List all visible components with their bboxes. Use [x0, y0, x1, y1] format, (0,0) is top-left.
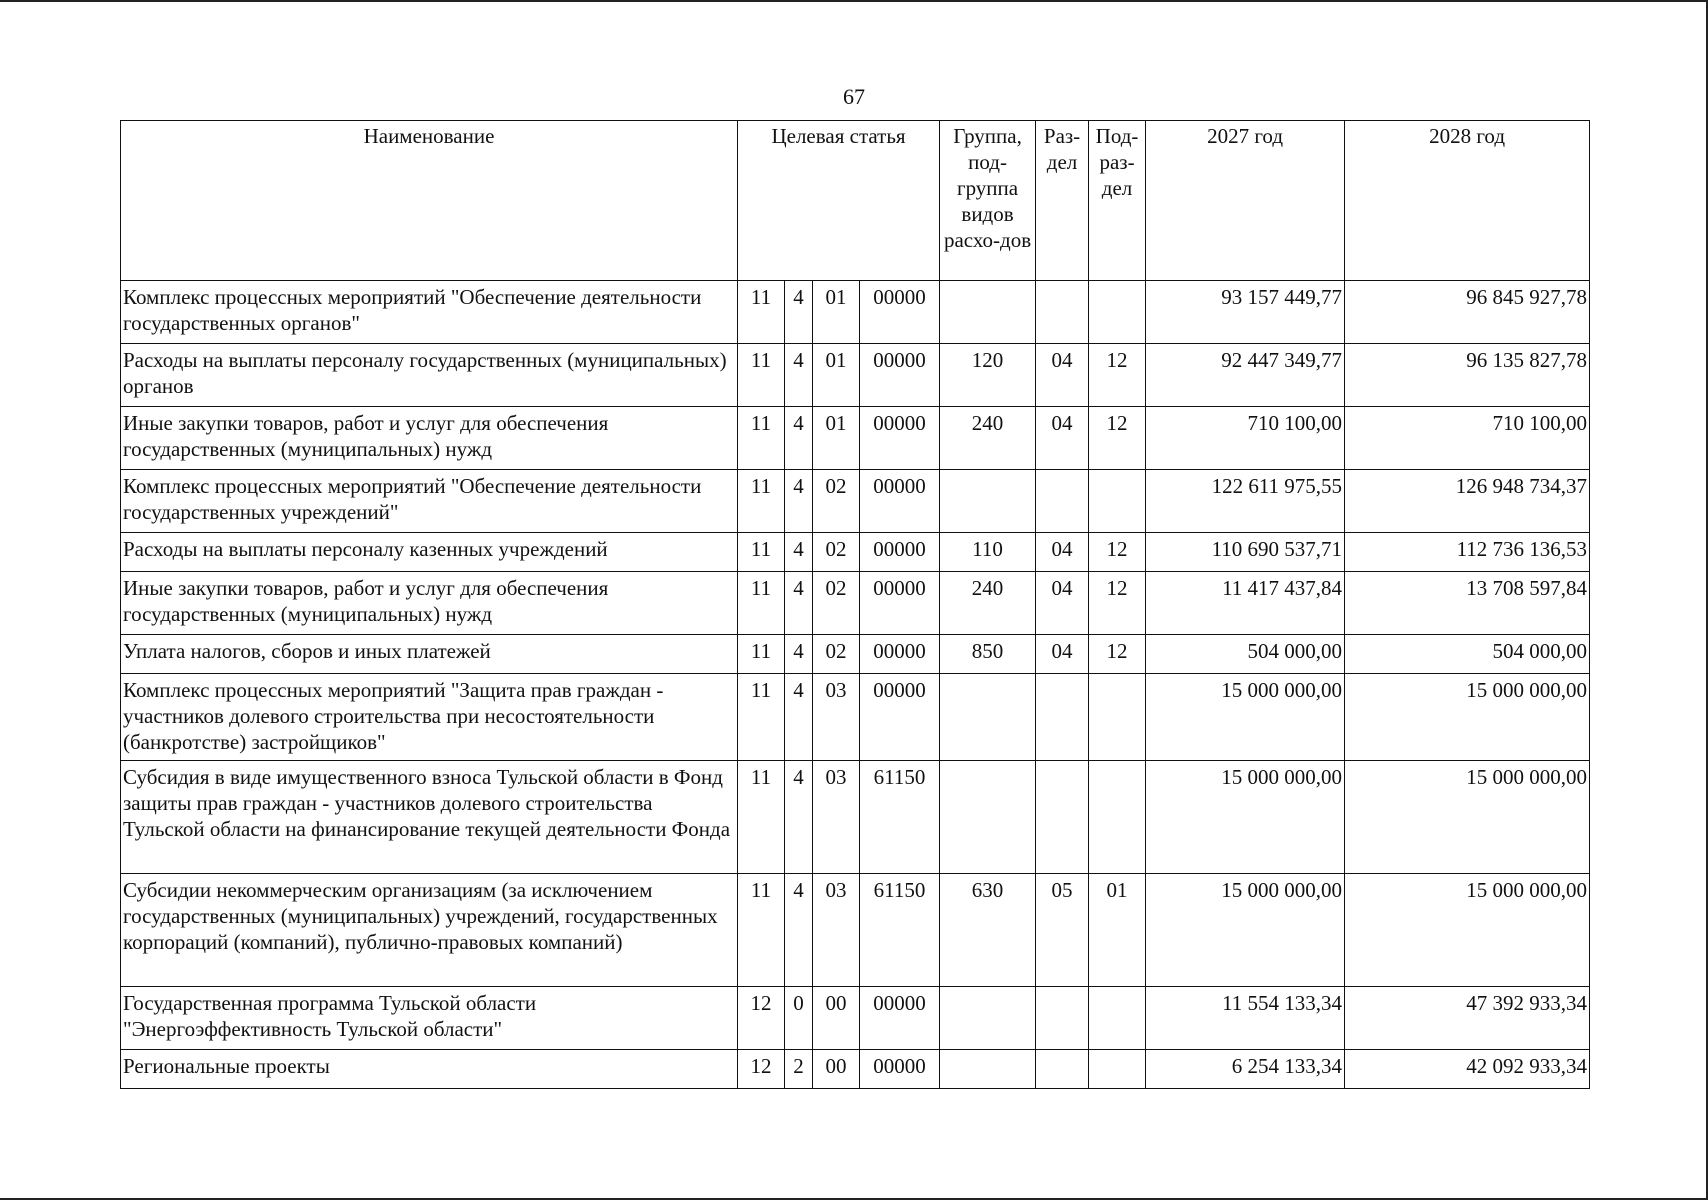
header-section: Раз-дел — [1036, 121, 1089, 281]
header-subsection: Под-раз-дел — [1089, 121, 1146, 281]
amount-2027: 122 611 975,55 — [1146, 470, 1345, 533]
target-code-item: 03 — [813, 674, 860, 761]
subsection — [1089, 281, 1146, 344]
row-name: Комплекс процессных мероприятий "Защита прав граждан - участников долевого строительства при несостоятельности (банкротстве) застройщиков" — [121, 674, 738, 761]
amount-2027: 15 000 000,00 — [1146, 874, 1345, 987]
expense-group — [940, 674, 1036, 761]
table-row — [121, 987, 1590, 1050]
row-name: Комплекс процессных мероприятий "Обеспечение деятельности государственных учреждений" — [121, 470, 738, 533]
amount-2028: 42 092 933,34 — [1345, 1050, 1590, 1089]
target-code-item: 01 — [813, 281, 860, 344]
target-code-direction: 00000 — [860, 281, 940, 344]
target-code-item: 00 — [813, 1050, 860, 1089]
row-name: Иные закупки товаров, работ и услуг для обеспечения государственных (муниципальных) нужд — [121, 407, 738, 470]
section — [1036, 281, 1089, 344]
target-code-direction: 00000 — [860, 987, 940, 1050]
expense-group — [940, 1050, 1036, 1089]
section — [1036, 674, 1089, 761]
target-code-type: 4 — [785, 674, 813, 761]
target-code-item: 00 — [813, 987, 860, 1050]
amount-2028: 710 100,00 — [1345, 407, 1590, 470]
table-row — [121, 635, 1590, 674]
header-row — [121, 121, 1590, 281]
budget-table — [120, 120, 1590, 1089]
target-code-item: 03 — [813, 761, 860, 874]
target-code-program: 12 — [738, 987, 785, 1050]
expense-group: 110 — [940, 533, 1036, 572]
section — [1036, 761, 1089, 874]
expense-group: 630 — [940, 874, 1036, 987]
amount-2028: 13 708 597,84 — [1345, 572, 1590, 635]
header-year-2028: 2028 год — [1345, 121, 1590, 281]
header-expense-group: Группа, под-группа видов расхо-дов — [940, 121, 1036, 281]
target-code-direction: 00000 — [860, 470, 940, 533]
row-name: Расходы на выплаты персоналу казенных учреждений — [121, 533, 738, 572]
section: 05 — [1036, 874, 1089, 987]
table-row — [121, 1050, 1590, 1089]
target-code-direction: 61150 — [860, 761, 940, 874]
target-code-program: 11 — [738, 533, 785, 572]
row-name: Уплата налогов, сборов и иных платежей — [121, 635, 738, 674]
header-target-article: Целевая статья — [738, 121, 940, 281]
target-code-item: 02 — [813, 572, 860, 635]
target-code-direction: 00000 — [860, 407, 940, 470]
target-code-direction: 00000 — [860, 572, 940, 635]
expense-group — [940, 987, 1036, 1050]
target-code-program: 11 — [738, 470, 785, 533]
amount-2027: 11 417 437,84 — [1146, 572, 1345, 635]
target-code-direction: 00000 — [860, 1050, 940, 1089]
target-code-program: 11 — [738, 635, 785, 674]
expense-group — [940, 761, 1036, 874]
amount-2027: 92 447 349,77 — [1146, 344, 1345, 407]
row-name: Расходы на выплаты персоналу государственных (муниципальных) органов — [121, 344, 738, 407]
target-code-type: 4 — [785, 635, 813, 674]
row-name: Государственная программа Тульской области "Энергоэффективность Тульской области" — [121, 987, 738, 1050]
target-code-program: 11 — [738, 281, 785, 344]
page-number: 67 — [843, 84, 865, 109]
table-row — [121, 533, 1590, 572]
expense-group — [940, 470, 1036, 533]
target-code-type: 4 — [785, 281, 813, 344]
amount-2028: 112 736 136,53 — [1345, 533, 1590, 572]
section: 04 — [1036, 407, 1089, 470]
amount-2028: 96 845 927,78 — [1345, 281, 1590, 344]
section — [1036, 470, 1089, 533]
target-code-program: 11 — [738, 572, 785, 635]
target-code-program: 11 — [738, 344, 785, 407]
target-code-direction: 00000 — [860, 344, 940, 407]
amount-2027: 93 157 449,77 — [1146, 281, 1345, 344]
expense-group: 120 — [940, 344, 1036, 407]
amount-2027: 15 000 000,00 — [1146, 674, 1345, 761]
expense-group: 240 — [940, 407, 1036, 470]
target-code-program: 11 — [738, 674, 785, 761]
table-row — [121, 470, 1590, 533]
target-code-type: 4 — [785, 572, 813, 635]
amount-2027: 11 554 133,34 — [1146, 987, 1345, 1050]
subsection: 12 — [1089, 407, 1146, 470]
amount-2028: 15 000 000,00 — [1345, 761, 1590, 874]
target-code-type: 4 — [785, 533, 813, 572]
table-row — [121, 572, 1590, 635]
amount-2028: 504 000,00 — [1345, 635, 1590, 674]
amount-2027: 15 000 000,00 — [1146, 761, 1345, 874]
subsection: 01 — [1089, 874, 1146, 987]
target-code-direction: 00000 — [860, 533, 940, 572]
row-name: Иные закупки товаров, работ и услуг для обеспечения государственных (муниципальных) нужд — [121, 572, 738, 635]
subsection — [1089, 761, 1146, 874]
target-code-item: 01 — [813, 407, 860, 470]
subsection: 12 — [1089, 572, 1146, 635]
subsection — [1089, 674, 1146, 761]
target-code-type: 4 — [785, 344, 813, 407]
target-code-program: 12 — [738, 1050, 785, 1089]
section: 04 — [1036, 635, 1089, 674]
target-code-type: 0 — [785, 987, 813, 1050]
target-code-type: 2 — [785, 1050, 813, 1089]
section — [1036, 987, 1089, 1050]
target-code-item: 02 — [813, 470, 860, 533]
row-name: Комплекс процессных мероприятий "Обеспечение деятельности государственных органов" — [121, 281, 738, 344]
target-code-type: 4 — [785, 407, 813, 470]
table-row — [121, 407, 1590, 470]
table-row — [121, 344, 1590, 407]
amount-2027: 110 690 537,71 — [1146, 533, 1345, 572]
target-code-program: 11 — [738, 761, 785, 874]
target-code-item: 01 — [813, 344, 860, 407]
section: 04 — [1036, 533, 1089, 572]
target-code-type: 4 — [785, 761, 813, 874]
subsection — [1089, 987, 1146, 1050]
subsection: 12 — [1089, 533, 1146, 572]
target-code-program: 11 — [738, 407, 785, 470]
table-body — [121, 281, 1590, 1089]
target-code-type: 4 — [785, 470, 813, 533]
row-name: Субсидии некоммерческим организациям (за исключением государственных (муниципальных) учреждений, государственных корпораций (компаний), публично-правовых компаний) — [121, 874, 738, 987]
table-row — [121, 281, 1590, 344]
target-code-direction: 00000 — [860, 674, 940, 761]
target-code-type: 4 — [785, 874, 813, 987]
header-year-2027: 2027 год — [1146, 121, 1345, 281]
header-name: Наименование — [121, 121, 738, 281]
target-code-item: 02 — [813, 635, 860, 674]
amount-2028: 96 135 827,78 — [1345, 344, 1590, 407]
subsection — [1089, 1050, 1146, 1089]
subsection: 12 — [1089, 635, 1146, 674]
amount-2028: 126 948 734,37 — [1345, 470, 1590, 533]
section: 04 — [1036, 344, 1089, 407]
target-code-program: 11 — [738, 874, 785, 987]
table-row — [121, 674, 1590, 761]
scan-edge-top — [0, 0, 1708, 2]
subsection — [1089, 470, 1146, 533]
subsection: 12 — [1089, 344, 1146, 407]
amount-2027: 710 100,00 — [1146, 407, 1345, 470]
row-name: Региональные проекты — [121, 1050, 738, 1089]
target-code-item: 02 — [813, 533, 860, 572]
target-code-direction: 00000 — [860, 635, 940, 674]
amount-2028: 47 392 933,34 — [1345, 987, 1590, 1050]
section — [1036, 1050, 1089, 1089]
amount-2028: 15 000 000,00 — [1345, 674, 1590, 761]
expense-group: 850 — [940, 635, 1036, 674]
section: 04 — [1036, 572, 1089, 635]
table-row — [121, 761, 1590, 874]
target-code-direction: 61150 — [860, 874, 940, 987]
table-row — [121, 874, 1590, 987]
amount-2027: 6 254 133,34 — [1146, 1050, 1345, 1089]
amount-2027: 504 000,00 — [1146, 635, 1345, 674]
target-code-item: 03 — [813, 874, 860, 987]
expense-group — [940, 281, 1036, 344]
expense-group: 240 — [940, 572, 1036, 635]
amount-2028: 15 000 000,00 — [1345, 874, 1590, 987]
row-name: Субсидия в виде имущественного взноса Тульской области в Фонд защиты прав граждан - участников долевого строительства Тульской области на финансирование текущей деятельности Фонда — [121, 761, 738, 874]
